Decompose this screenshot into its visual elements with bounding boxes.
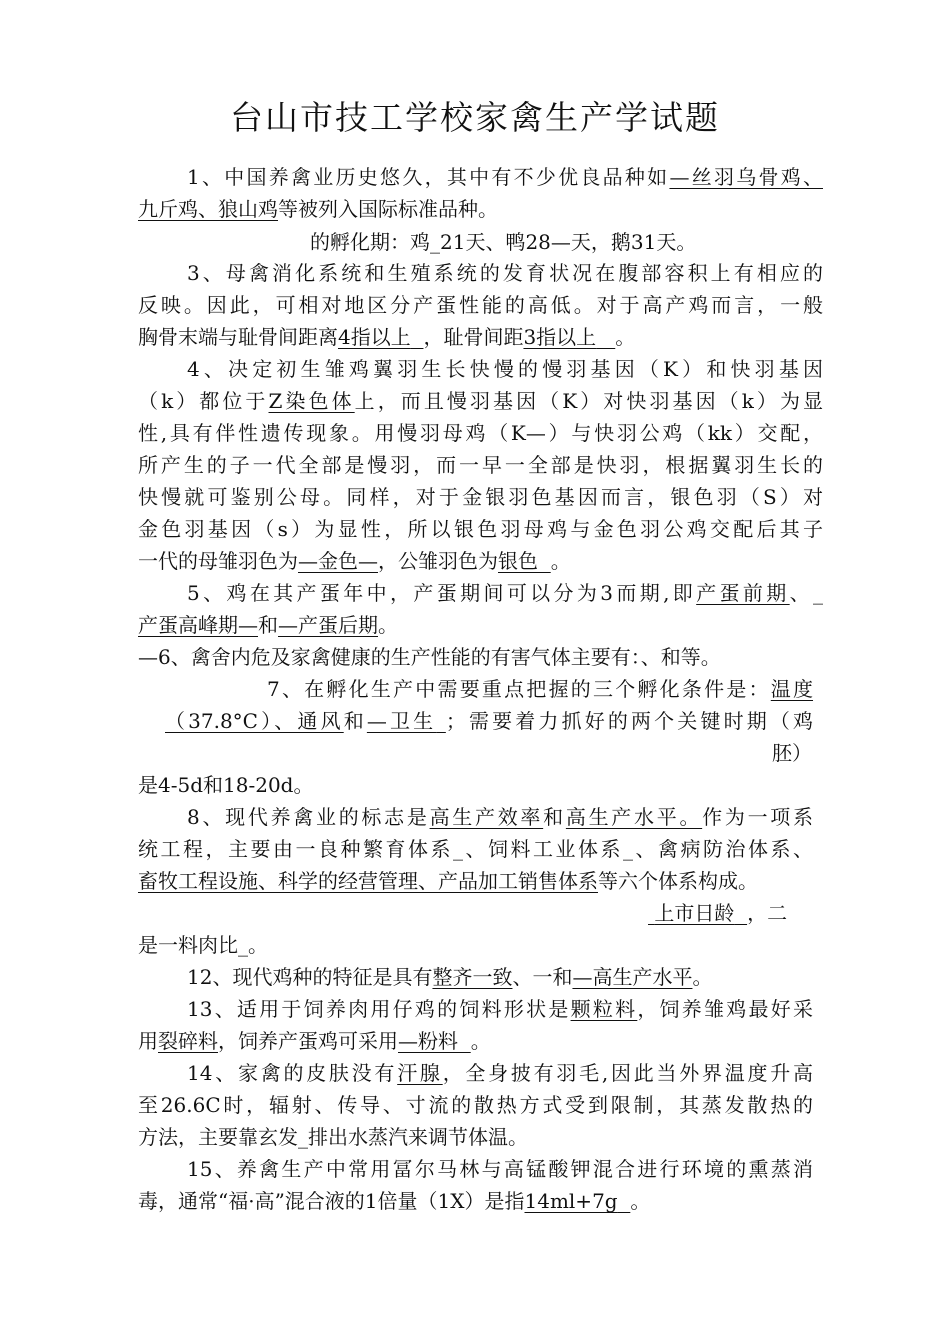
answer-blank: 整齐一致 (432, 965, 513, 989)
text: 和 (343, 709, 367, 733)
answer-blank: —卫生 (366, 709, 437, 733)
text: ，饲养产蛋鸡可采用 (218, 1029, 398, 1053)
text: 和 (543, 805, 566, 829)
text: 4、决定初生雏鸡翼羽生长快慢的慢羽基因（K）和快羽基因 (187, 357, 823, 381)
question-4-line-1 (187, 354, 823, 384)
question-4-line-4 (138, 450, 823, 480)
question-4-line-5 (138, 482, 823, 512)
question-12-line (187, 962, 712, 992)
text: 等被列入国际标准品种。 (278, 197, 498, 221)
question-8-line-4 (648, 898, 787, 928)
text: 、 (789, 581, 814, 605)
text: ，公雏羽色为 (378, 549, 498, 573)
text: 的孵化期：鸡_21天、鸭28—天，鹅31天。 (310, 230, 697, 254)
text: 性,具有伴性遗传现象。用慢羽母鸡（K—）与快羽公鸡（kk）交配， (138, 421, 823, 445)
text: 反映。因此，可相对地区分产蛋性能的高低。对于高产鸡而言，一般 (138, 293, 823, 317)
text: 上，而且慢羽基因（K）对快羽基因（k）为显 (354, 389, 824, 413)
answer-blank: —高生产水平 (572, 965, 693, 989)
text: 用 (138, 1029, 158, 1053)
answer-blank: 颗粒料 (570, 997, 638, 1021)
question-4-line-7 (138, 546, 571, 576)
question-3-line-2 (138, 290, 823, 320)
question-4-line-6 (138, 514, 823, 544)
text: （k）都位于 (138, 389, 269, 413)
text: 15、养禽生产中常用冨尔马林与高锰酸钾混合进行环境的熏蒸消 (187, 1157, 813, 1181)
question-4-line-3 (138, 418, 823, 448)
question-14-line-2 (138, 1090, 813, 1120)
answer-blank: —金色— (298, 549, 378, 573)
question-8-line-1 (187, 802, 813, 832)
text: 。 (470, 1029, 491, 1053)
text: 3、母禽消化系统和生殖系统的发育状况在腹部容积上有相应的 (187, 261, 823, 285)
question-1-line-1 (187, 162, 823, 192)
answer-blank: 产蛋高峰期— (138, 613, 258, 637)
text: 等六个体系构成。 (598, 869, 758, 893)
text: 胸骨末端与耻骨间距离 (138, 325, 338, 349)
text: 作为一项系 (702, 805, 814, 829)
text: 。 (378, 613, 398, 637)
question-14-line-3 (138, 1122, 528, 1152)
text: _ (813, 581, 824, 605)
answer-blank: 14ml+7g (524, 1189, 618, 1213)
blank-pad (458, 1029, 471, 1053)
question-3-line-1 (187, 258, 823, 288)
blank-pad (596, 325, 615, 349)
blank-pad (618, 1189, 631, 1213)
text: ，耻骨间距 (423, 325, 524, 349)
answer-blank: 高生产水平。 (565, 805, 703, 829)
question-7-line-1 (267, 674, 813, 704)
answer-blank: 九斤鸡、狼山鸡 (138, 197, 278, 221)
blank-pad (436, 709, 446, 733)
answer-blank: —丝羽乌骨鸡、 (669, 165, 823, 189)
answer-blank: 银色 (498, 549, 538, 573)
question-7-line-3 (772, 738, 812, 768)
answer-blank: 汗腺 (397, 1061, 443, 1085)
text: 12、现代鸡种的特征是具有 (187, 965, 433, 989)
answer-blank: 产蛋前期 (696, 581, 790, 605)
answer-blank: 4指以上 (338, 325, 411, 349)
text: 1、中国养禽业历史悠久，其中有不少优良品种如 (187, 165, 670, 189)
question-13-line-1 (187, 994, 813, 1024)
text: ，饲养雏鸡最好采 (637, 997, 814, 1021)
text: ，二 (747, 901, 788, 925)
answer-blank: Z染色体 (268, 389, 355, 413)
text: 13、适用于饲养肉用仔鸡的饲料形状是 (187, 997, 571, 1021)
text: ；需要着力抓好的两个关键时期（鸡 (445, 709, 814, 733)
question-13-line-2 (138, 1026, 491, 1056)
text: 5、鸡在其产蛋年中，产蛋期间可以分为3而期,即 (187, 581, 697, 605)
blank-pad (734, 901, 747, 925)
blank-pad (538, 549, 551, 573)
text: 金色羽基因（s）为显性，所以银色羽母鸡与金色羽公鸡交配后其子 (138, 517, 823, 541)
text: 是4-5d和18-20d。 (138, 773, 314, 797)
answer-blank: 3指以上 (523, 325, 597, 349)
question-3-line-3 (138, 322, 635, 352)
text: 统工程，主要由一良种繁育体系_、饲料工业体系_、禽病防治体系、 (138, 837, 813, 861)
text: —6、禽舍内危及家禽健康的生产性能的有害气体主要有：、和等。 (138, 645, 721, 669)
text: 。 (692, 965, 713, 989)
answer-blank: —粉料 (398, 1029, 458, 1053)
question-7-line-4 (138, 770, 313, 800)
page-title: 台山市技工学校家禽生产学试题 (230, 98, 720, 137)
question-15-line-1 (187, 1154, 813, 1184)
question-8-line-2 (138, 834, 813, 864)
text: 7、在孵化生产中需要重点把握的三个孵化条件是： (267, 677, 771, 701)
answer-blank: —产蛋后期 (278, 613, 378, 637)
blank-pad (411, 325, 424, 349)
question-2-line (310, 227, 696, 257)
question-1-line-2 (138, 194, 498, 224)
answer-blank: 上市日龄 (654, 901, 735, 925)
text: 。 (615, 325, 636, 349)
text: 快慢就可鉴别公母。同样，对于金银羽色基因而言，银色羽（S）对 (138, 485, 823, 509)
text: 8、现代养禽业的标志是 (187, 805, 430, 829)
question-7-line-2 (165, 706, 813, 736)
answer-blank: 裂碎料 (158, 1029, 218, 1053)
question-15-line-2 (138, 1186, 650, 1216)
question-14-line-1 (187, 1058, 813, 1088)
text: 和 (258, 613, 278, 637)
text: 所产生的子一代全部是慢羽，而一早一全部是快羽，根据翼羽生长的 (138, 453, 823, 477)
text: 是一料肉比_。 (138, 933, 268, 957)
question-8-line-5 (138, 930, 268, 960)
answer-blank: 高生产效率 (429, 805, 544, 829)
question-5-line-1 (187, 578, 823, 608)
answer-blank: 温度 (770, 677, 814, 701)
text: 胚） (772, 741, 812, 765)
question-6-line (138, 642, 721, 672)
text: 至26.6C时，辐射、传导、寸流的散热方式受到限制，其蒸发散热的 (138, 1093, 813, 1117)
question-8-line-3 (138, 866, 758, 896)
text: ，全身披有羽毛,因此当外界温度升高 (442, 1061, 814, 1085)
text: 、一和 (512, 965, 573, 989)
answer-blank: （37.8°C）、通风 (165, 709, 344, 733)
text: 毒，通常“福·高”混合液的1倍量（1X）是指 (138, 1189, 525, 1213)
text: 。 (630, 1189, 651, 1213)
text: 一代的母雏羽色为 (138, 549, 298, 573)
text: 14、家禽的皮肤没有 (187, 1061, 398, 1085)
text: 方法，主要靠玄发_排出水蒸汽来调节体温。 (138, 1125, 528, 1149)
question-5-line-2 (138, 610, 398, 640)
answer-blank: 畜牧工程设施、科学的经营管理、产品加工销售体系 (138, 869, 598, 893)
question-4-line-2 (138, 386, 823, 416)
text: 。 (550, 549, 571, 573)
